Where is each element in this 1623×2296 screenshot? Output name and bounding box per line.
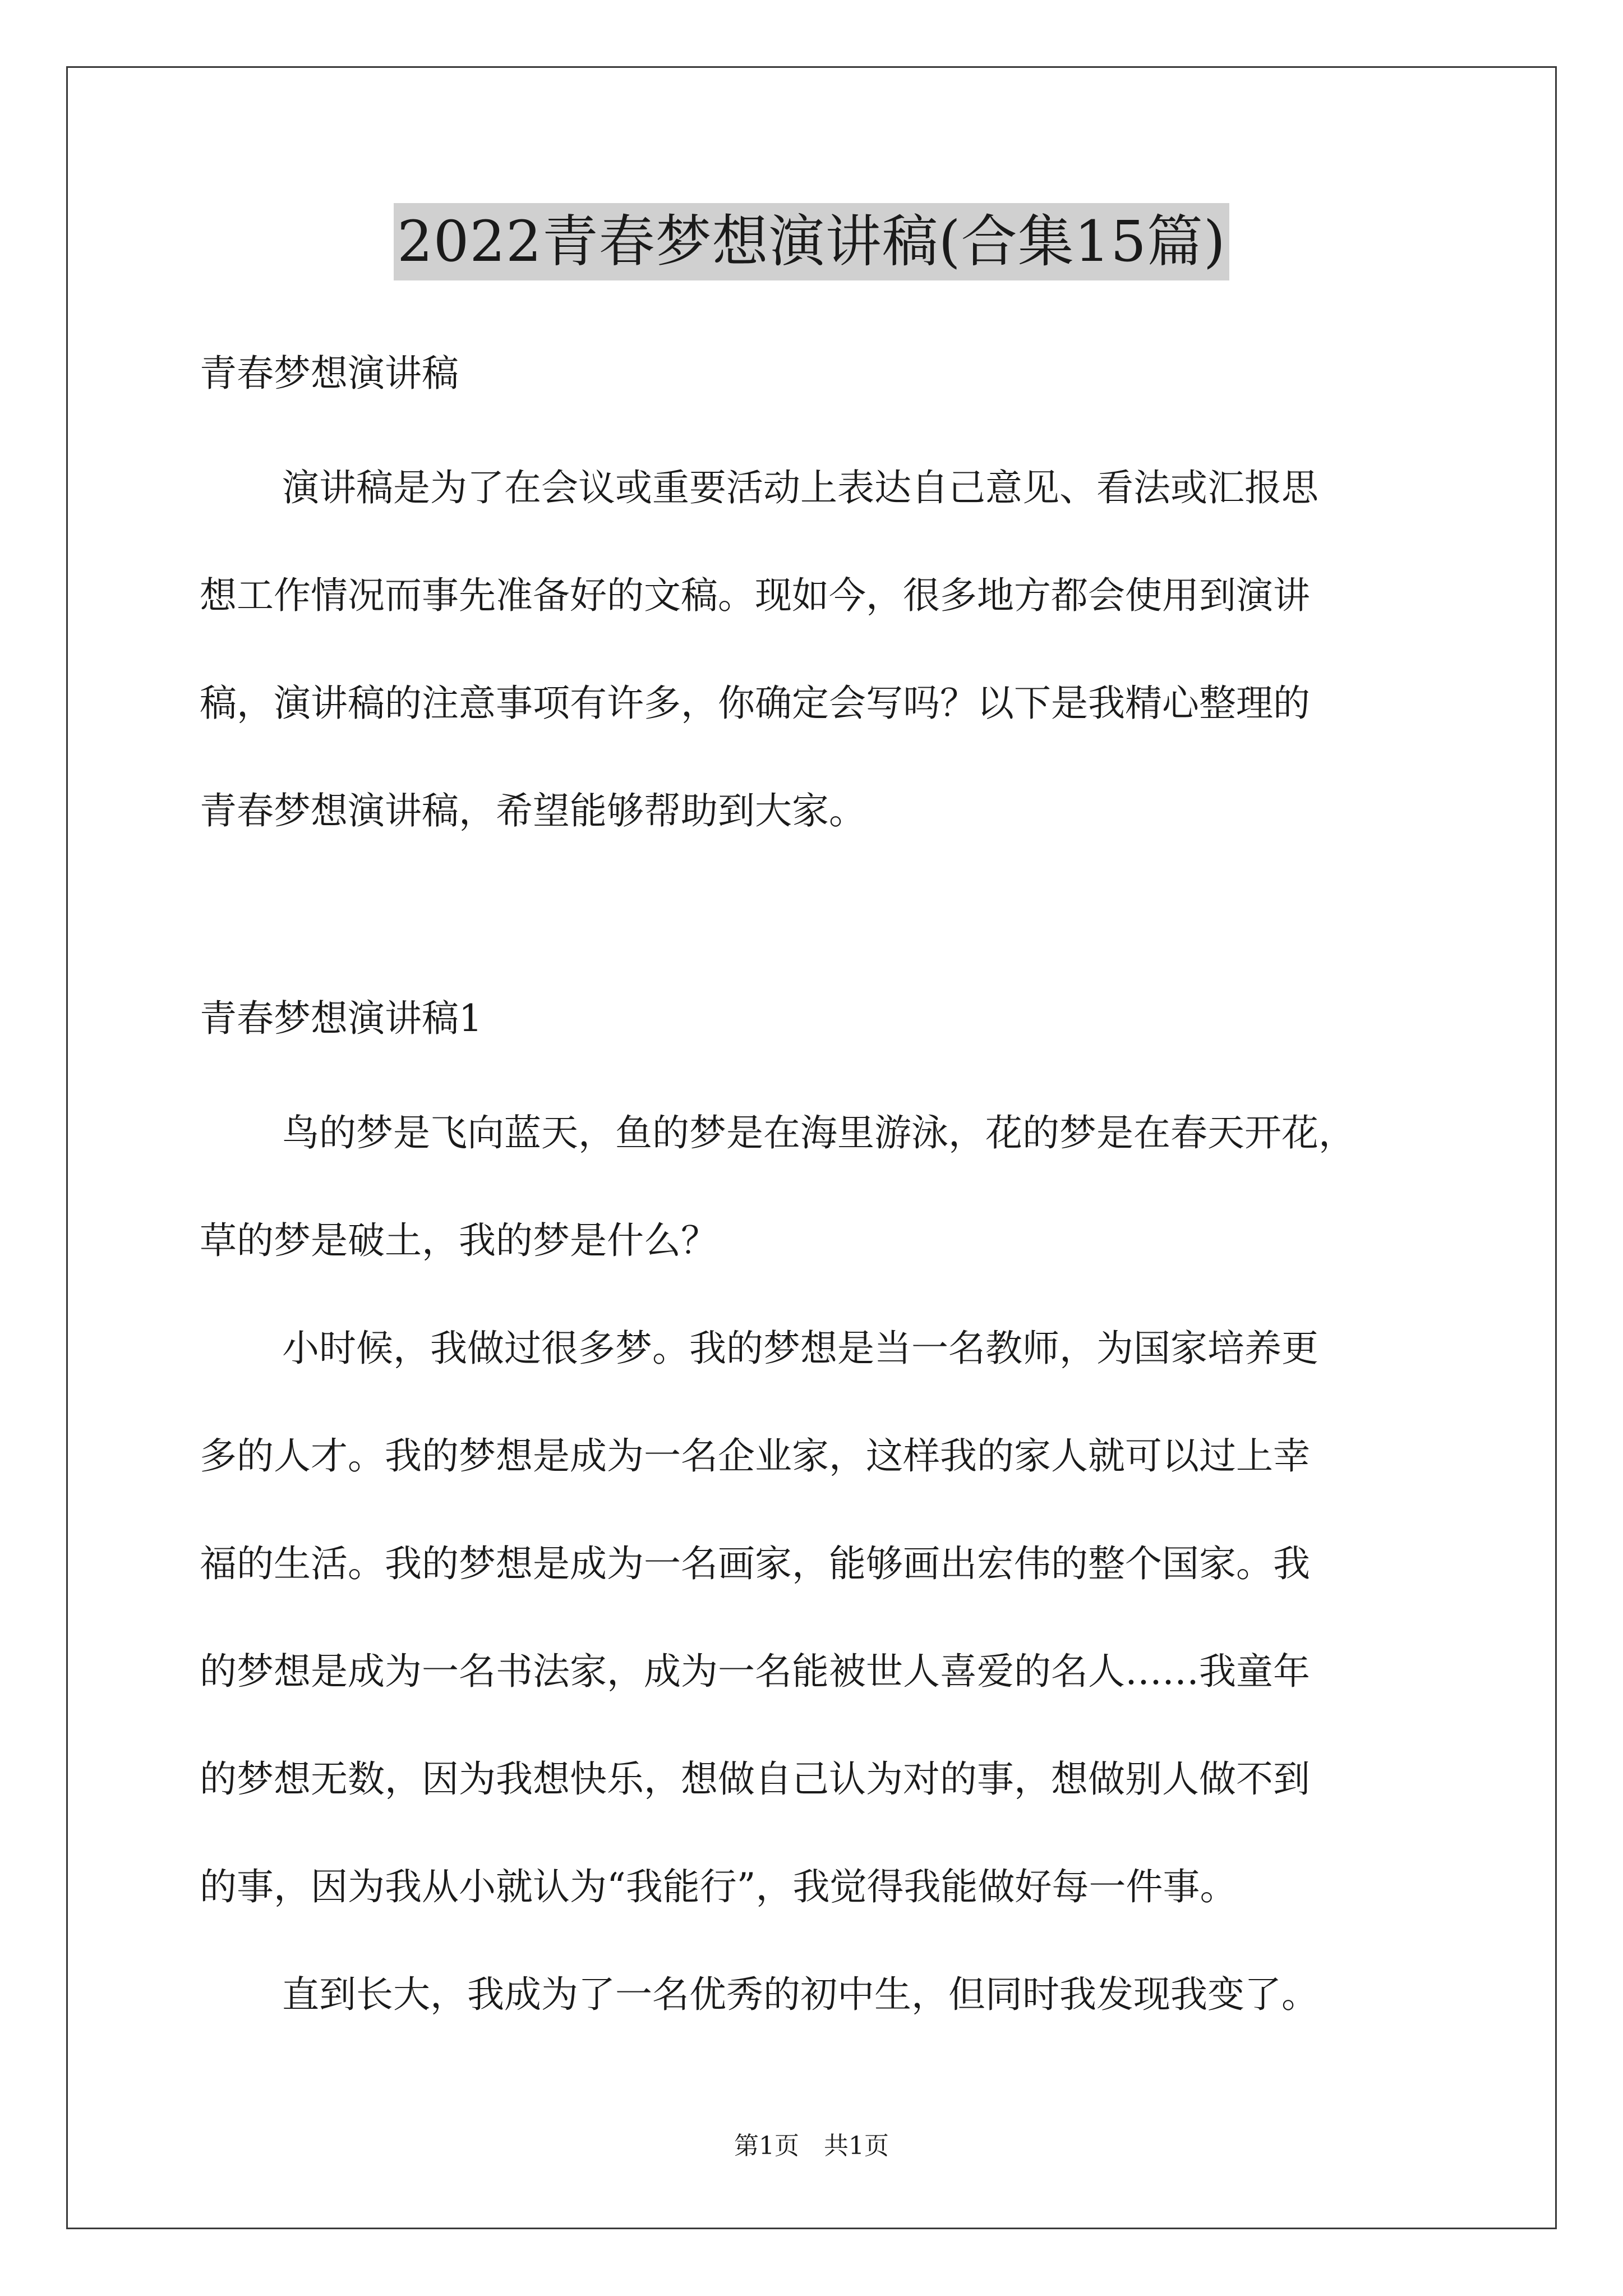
title-container: [0, 203, 1623, 280]
section1-heading: 青春梦想演讲稿1: [200, 997, 482, 1040]
section1-line-8: 的事，因为我从小就认为“我能行”，我觉得我能做好每一件事。: [200, 1865, 1237, 1908]
section1-line-9: 直到长大，我成为了一名优秀的初中生，但同时我发现我变了。: [282, 1973, 1318, 2016]
section1-line-1: 鸟的梦是飞向蓝天，鱼的梦是在海里游泳，花的梦是在春天开花，: [282, 1111, 1355, 1154]
section1-line-6: 的梦想是成为一名书法家，成为一名能被世人喜爱的名人……我童年: [200, 1650, 1310, 1693]
section1-line-2: 草的梦是破土，我的梦是什么？: [200, 1219, 718, 1262]
intro-line-2: 想工作情况而事先准备好的文稿。现如今，很多地方都会使用到演讲: [200, 574, 1310, 617]
document-title: 2022青春梦想演讲稿(合集15篇): [394, 203, 1229, 280]
intro-line-3: 稿，演讲稿的注意事项有许多，你确定会写吗？以下是我精心整理的: [200, 682, 1310, 725]
intro-line-1: 演讲稿是为了在会议或重要活动上表达自己意见、看法或汇报思: [282, 466, 1318, 509]
section1-line-7: 的梦想无数，因为我想快乐，想做自己认为对的事，想做别人做不到: [200, 1757, 1310, 1801]
section1-line-3: 小时候，我做过很多梦。我的梦想是当一名教师，为国家培养更: [282, 1327, 1318, 1370]
section1-line-4: 多的人才。我的梦想是成为一名企业家，这样我的家人就可以过上幸: [200, 1434, 1310, 1478]
page-footer: 第1页 共1页: [734, 2132, 889, 2160]
intro-heading: 青春梦想演讲稿: [200, 352, 459, 395]
section1-line-5: 福的生活。我的梦想是成为一名画家，能够画出宏伟的整个国家。我: [200, 1542, 1310, 1585]
intro-line-4: 青春梦想演讲稿，希望能够帮助到大家。: [200, 789, 866, 832]
